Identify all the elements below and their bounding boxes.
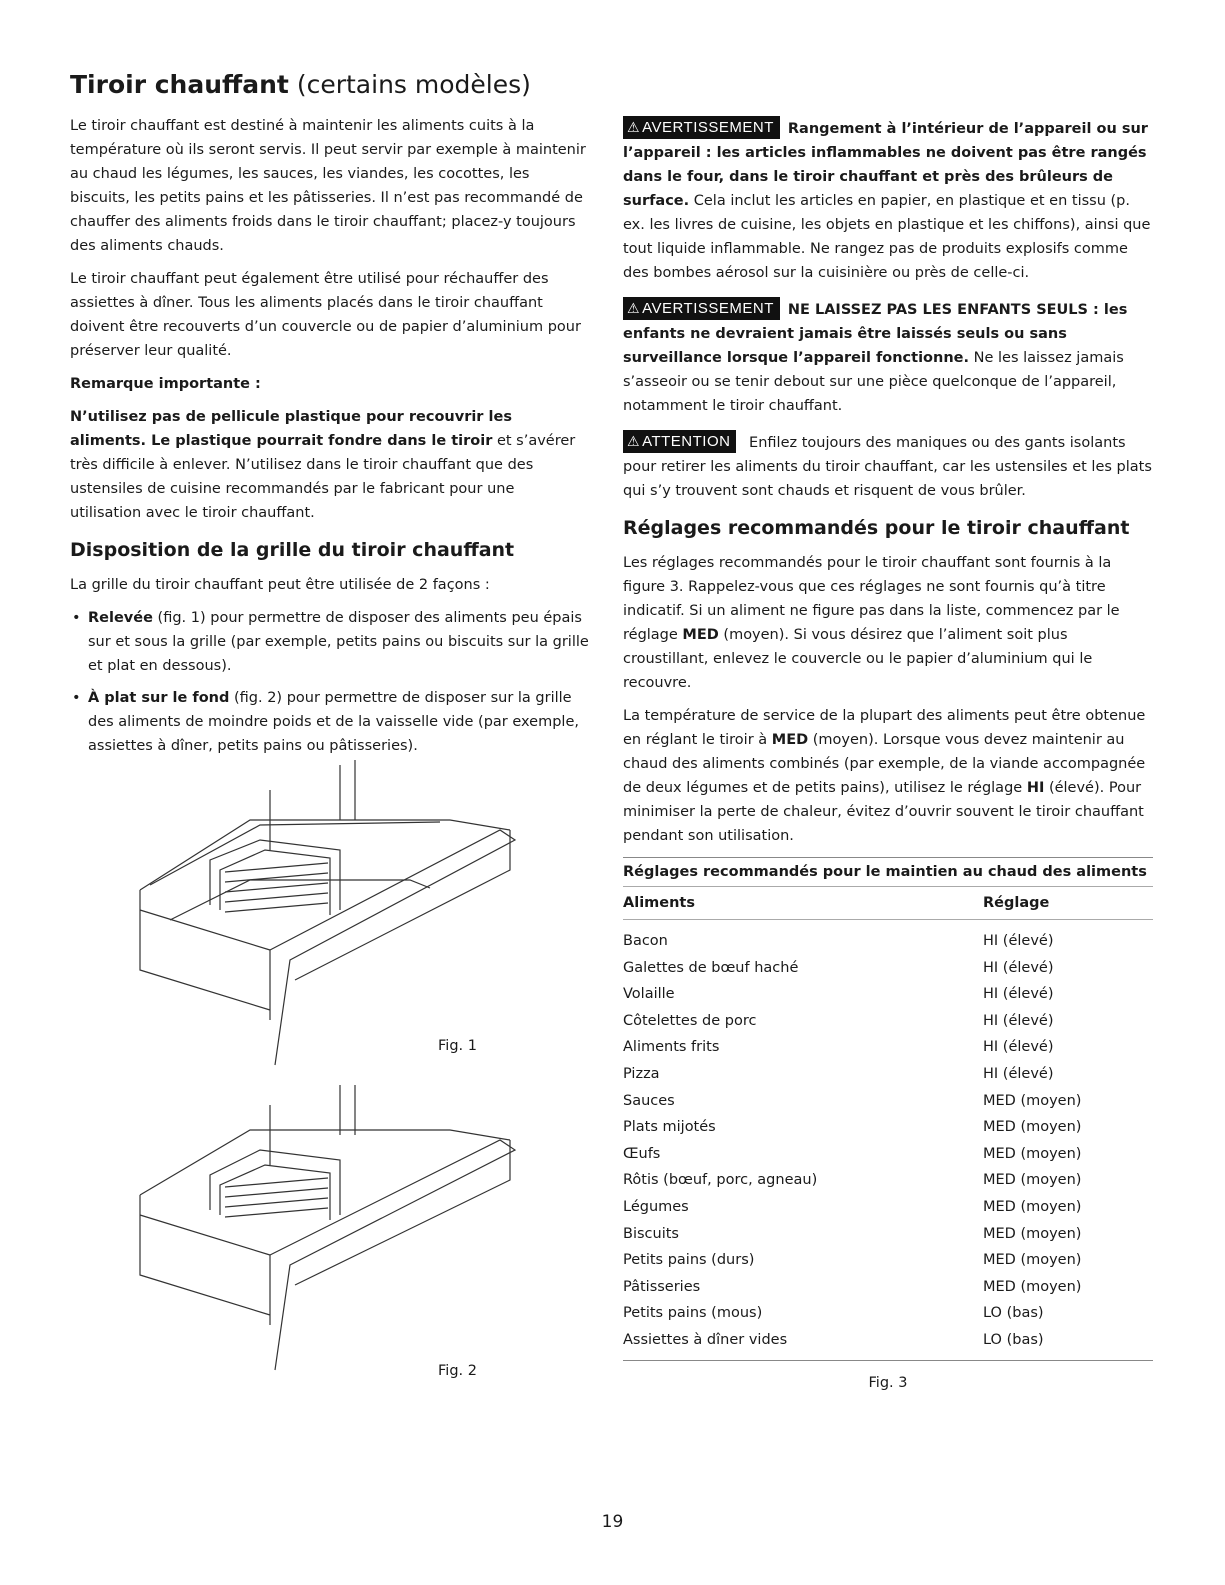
warning-badge: ⚠ AVERTISSEMENT	[623, 297, 780, 320]
intro-paragraph: Le tiroir chauffant est destiné à maintenir les aliments cuits à la température où ils seront servis. Il peut servir par exemple à maintenir au chaud les légumes, les sauces, les viandes, les cocottes, les biscuits, les petits pains et les pâtisseries. Il n’est pas recommandé de chauffer des aliments froids dans le tiroir chauffant; placez-y toujours des aliments chauds.	[70, 118, 586, 254]
caution-hot: ⚠ ATTENTION Enfilez toujours des maniques ou des gants isolants pour retirer les aliments du tiroir chauffant, car les ustensiles et les plats qui s’y trouvent sont chauds et risquent de vous brûler.	[623, 430, 1153, 503]
table-row: Rôtis (bœuf, porc, agneau) MED (moyen)	[623, 1172, 1082, 1189]
warning-children: ⚠ AVERTISSEMENT NE LAISSEZ PAS LES ENFANTS SEULS : les enfants ne devraient jamais être laissés seuls ou sans surveillance lorsque l’appareil fonctionne. Ne les laissez jamais s’asseoir ou se tenir debout sur une pièce quelconque de l’appareil, notamment le tiroir chauffant.	[623, 297, 1153, 418]
drawer-flat-rack-illustration	[70, 1085, 590, 1385]
figure-2-caption: Fig. 2	[438, 1363, 477, 1379]
left-column	[70, 68, 590, 766]
warning-triangle-icon: ⚠	[627, 119, 641, 135]
warning-triangle-icon: ⚠	[627, 433, 641, 449]
table-row: Petits pains (mous) LO (bas)	[623, 1305, 1044, 1322]
table-row: Aliments frits HI (élevé)	[623, 1039, 1054, 1056]
warning-badge: ⚠ AVERTISSEMENT	[623, 116, 780, 139]
plates-paragraph: Le tiroir chauffant peut également être utilisé pour réchauffer des assiettes à dîner. Tous les aliments placés dans le tiroir chauffant doivent être recouverts d’un couvercle ou de papier d’aluminium pour préserver leur qualité.	[70, 271, 581, 359]
figure-3-caption: Fig. 3	[868, 1374, 908, 1391]
remark-paragraph: N’utilisez pas de pellicule plastique pour recouvrir les aliments. Le plastique pourrait fondre dans le tiroir et s’avérer très difficile à enlever. N’utilisez dans le tiroir chauffant que des ustensiles de cuisine recommandés par le fabricant pour une utilisation avec le tiroir chauffant.	[70, 409, 576, 521]
drawer-raised-rack-illustration	[70, 760, 590, 1070]
table-caption: Réglages recommandés pour le maintien au chaud des aliments	[623, 857, 1153, 887]
figure-1-caption: Fig. 1	[438, 1038, 477, 1054]
caution-badge: ⚠ ATTENTION	[623, 430, 736, 453]
table-row: Volaille HI (élevé)	[623, 986, 1054, 1003]
page-number: 19	[601, 1512, 624, 1532]
table-row: Pâtisseries MED (moyen)	[623, 1278, 1082, 1295]
page-title: Tiroir chauffant (certains modèles)	[70, 70, 531, 99]
figure-1	[70, 760, 590, 1070]
settings-paragraph-1: Les réglages recommandés pour le tiroir chauffant sont fournis à la figure 3. Rappelez-vous que ces réglages ne sont fournis qu’à titre indicatif. Si un aliment ne figure pas dans la liste, commencez par le réglage MED (moyen). Si vous désirez que l’aliment soit plus croustillant, enlevez le couvercle ou le papier d’aluminium qui le recouvre.	[623, 555, 1120, 691]
figure-2	[70, 1085, 590, 1385]
table-row: Petits pains (durs) MED (moyen)	[623, 1252, 1082, 1269]
table-row: Plats mijotés MED (moyen)	[623, 1119, 1082, 1136]
table-row: Sauces MED (moyen)	[623, 1092, 1082, 1109]
column-header-setting: Réglage	[983, 887, 1153, 920]
table-row: Pizza HI (élevé)	[623, 1065, 1054, 1082]
settings-table	[623, 857, 1153, 1361]
table-row: Œufs MED (moyen)	[623, 1145, 1082, 1162]
table-row: Galettes de bœuf haché HI (élevé)	[623, 959, 1054, 976]
remark-title: Remarque importante :	[70, 376, 261, 392]
rack-intro: La grille du tiroir chauffant peut être utilisée de 2 façons :	[70, 577, 490, 593]
table-row: Assiettes à dîner vides LO (bas)	[623, 1327, 1153, 1360]
list-item: • À plat sur le fond (fig. 2) pour permettre de disposer sur la grille des aliments de moindre poids et de la vaisselle vide (par exemple, assiettes à dîner, petits pains ou pâtisseries).	[88, 686, 590, 758]
settings-paragraph-2: La température de service de la plupart des aliments peut être obtenue en réglant le tiroir à MED (moyen). Lorsque vous devez maintenir au chaud des aliments combinés (par exemple, de la viande accompagnée de deux légumes et de petits pains), utilisez le réglage HI (élevé). Pour minimiser la perte de chaleur, évitez d’ouvrir souvent le tiroir chauffant pendant son utilisation.	[623, 708, 1146, 844]
warning-flammable: ⚠ AVERTISSEMENT Rangement à l’intérieur de l’appareil ou sur l’appareil : les articles inflammables ne doivent pas être rangés dans le four, dans le tiroir chauffant et près des brûleurs de surface. Cela inclut les articles en papier, en plastique et en tissu (p. ex. les livres de cuisine, les objets en plastique et les chiffons), ainsi que tout liquide inflammable. Ne rangez pas de produits explosifs comme des bombes aérosol sur la cuisinière ou près de celle-ci.	[623, 116, 1153, 285]
table-row: Bacon HI (élevé)	[623, 933, 1054, 949]
rack-options-list	[70, 606, 590, 758]
table-row: Côtelettes de porc HI (élevé)	[623, 1012, 1054, 1029]
table-row: Légumes MED (moyen)	[623, 1198, 1082, 1215]
list-item: • Relevée (fig. 1) pour permettre de disposer des aliments peu épais sur et sous la grille (par exemple, petits pains ou biscuits sur la grille et plat en dessous).	[88, 606, 590, 678]
column-header-food: Aliments	[623, 887, 983, 920]
right-column	[623, 116, 1153, 1391]
rack-section-heading: Disposition de la grille du tiroir chauffant	[70, 539, 515, 561]
warning-triangle-icon: ⚠	[627, 300, 641, 316]
settings-section-heading: Réglages recommandés pour le tiroir chauffant	[623, 517, 1130, 539]
table-row: Biscuits MED (moyen)	[623, 1225, 1082, 1242]
